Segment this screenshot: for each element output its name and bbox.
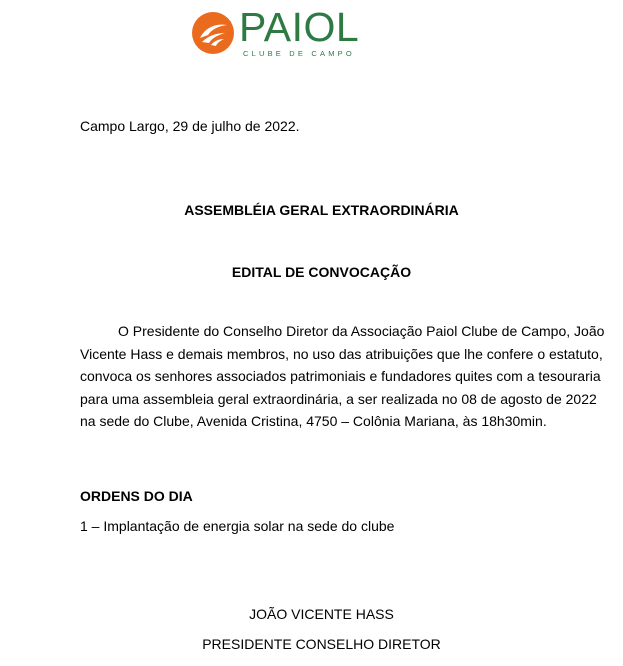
body-paragraph: [80, 320, 605, 433]
paiol-swoosh-icon: [191, 11, 235, 55]
body-line: para uma assembleia geral extraordinária, a ser realizada no 08 de agosto de 2022: [80, 390, 597, 407]
orders-title: ORDENS DO DIA: [80, 488, 193, 504]
paiol-logo: [191, 4, 360, 60]
body-line: convoca os senhores associados patrimoniais e fundadores quites com a tesouraria: [80, 368, 601, 385]
heading-notice: EDITAL DE CONVOCAÇÃO: [231, 264, 412, 280]
orders-item: 1 – Implantação de energia solar na sede do clube: [80, 518, 395, 534]
date-line: Campo Largo, 29 de julho de 2022.: [80, 118, 300, 134]
body-line: O Presidente do Conselho Diretor da Associação Paiol Clube de Campo, João: [118, 323, 605, 339]
body-line: Vicente Hass e demais membros, no uso das atribuições que lhe confere o estatuto,: [80, 345, 603, 362]
signature-role: PRESIDENTE CONSELHO DIRETOR: [202, 636, 441, 652]
logo-wordmark: PAIOL: [239, 4, 360, 50]
body-line: na sede do Clube, Avenida Cristina, 4750 – Colônia Mariana, às 18h30min.: [80, 413, 547, 430]
heading-assembly: ASSEMBLÉIA GERAL EXTRAORDINÁRIA: [184, 202, 459, 218]
signature-name: JOÃO VICENTE HASS: [249, 606, 394, 622]
logo-tagline: CLUBE DE CAMPO: [243, 49, 355, 58]
